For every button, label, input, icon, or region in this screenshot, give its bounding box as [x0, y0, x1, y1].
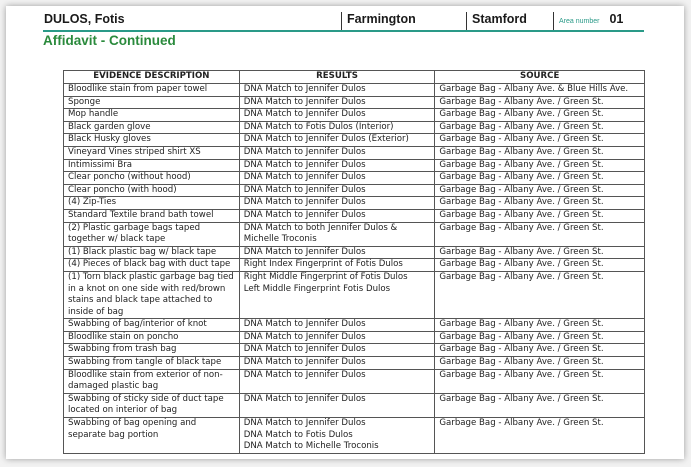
evidence-description: (1) Torn black plastic garbage bag tied in a knot on one side with red/brown stains and black tape attached to inside of bag	[64, 271, 240, 318]
evidence-results	[239, 134, 435, 147]
evidence-source: Garbage Bag - Albany Ave. / Green St.	[435, 96, 645, 109]
evidence-results	[239, 357, 435, 370]
evidence-results	[239, 418, 435, 454]
evidence-source: Garbage Bag - Albany Ave. / Green St.	[435, 246, 645, 259]
result-line: DNA Match to Jennifer Dulos	[243, 159, 366, 170]
result-line: DNA Match to both Jennifer Dulos &	[243, 222, 398, 233]
column-header-description: EVIDENCE DESCRIPTION	[64, 71, 240, 84]
evidence-results	[239, 393, 435, 417]
evidence-source: Garbage Bag - Albany Ave. / Green St.	[435, 369, 645, 393]
result-line: DNA Match to Jennifer Dulos	[243, 172, 366, 183]
evidence-results	[239, 146, 435, 159]
evidence-description: Mop handle	[64, 109, 240, 122]
evidence-source: Garbage Bag - Albany Ave. / Green St.	[435, 184, 645, 197]
evidence-source: Garbage Bag - Albany Ave. / Green St.	[435, 109, 645, 122]
evidence-source: Garbage Bag - Albany Ave. / Green St.	[435, 271, 645, 318]
evidence-description: Intimissimi Bra	[64, 159, 240, 172]
table-row	[64, 172, 645, 185]
evidence-source: Garbage Bag - Albany Ave. / Green St.	[435, 393, 645, 417]
evidence-results	[239, 109, 435, 122]
evidence-results	[239, 84, 435, 97]
result-line: DNA Match to Jennifer Dulos	[243, 209, 366, 220]
table-row	[64, 96, 645, 109]
column-header-results: RESULTS	[239, 71, 435, 84]
evidence-description: Bloodlike stain on poncho	[64, 331, 240, 344]
result-line: DNA Match to Jennifer Dulos	[243, 369, 366, 380]
evidence-results	[239, 159, 435, 172]
evidence-description: Vineyard Vines striped shirt XS	[64, 146, 240, 159]
evidence-results	[239, 246, 435, 259]
table-row	[64, 109, 645, 122]
evidence-source: Garbage Bag - Albany Ave. / Green St.	[435, 344, 645, 357]
evidence-results	[239, 271, 435, 318]
result-line: DNA Match to Jennifer Dulos	[243, 96, 366, 107]
result-line: DNA Match to Jennifer Dulos	[243, 393, 366, 404]
evidence-source: Garbage Bag - Albany Ave. / Green St.	[435, 209, 645, 222]
result-line: DNA Match to Jennifer Dulos	[243, 184, 366, 195]
evidence-results	[239, 222, 435, 246]
table-row	[64, 121, 645, 134]
evidence-description: Swabbing of sticky side of duct tape located on interior of bag	[64, 393, 240, 417]
result-line: DNA Match to Jennifer Dulos	[243, 418, 366, 429]
evidence-source: Garbage Bag - Albany Ave. / Green St.	[435, 134, 645, 147]
result-line: Right Index Fingerprint of Fotis Dulos	[243, 259, 403, 270]
evidence-results	[239, 259, 435, 272]
table-row	[64, 184, 645, 197]
table-row	[64, 271, 645, 318]
table-row	[64, 146, 645, 159]
evidence-source: Garbage Bag - Albany Ave. & Blue Hills Ave.	[435, 84, 645, 97]
table-row	[64, 222, 645, 246]
evidence-description: Swabbing of bag/interior of knot	[64, 319, 240, 332]
table-row	[64, 134, 645, 147]
table-row	[64, 159, 645, 172]
evidence-description: Sponge	[64, 96, 240, 109]
evidence-description: Swabbing of bag opening and separate bag portion	[64, 418, 240, 454]
result-line: DNA Match to Fotis Dulos (Interior)	[243, 121, 394, 132]
result-line: DNA Match to Jennifer Dulos	[243, 146, 366, 157]
table-row	[64, 418, 645, 454]
document-page	[6, 6, 684, 459]
evidence-source: Garbage Bag - Albany Ave. / Green St.	[435, 259, 645, 272]
evidence-description: Black garden glove	[64, 121, 240, 134]
result-line: Right Middle Fingerprint of Fotis Dulos	[243, 271, 408, 282]
case-header	[43, 12, 644, 32]
evidence-results	[239, 121, 435, 134]
evidence-description: Swabbing from trash bag	[64, 344, 240, 357]
evidence-results	[239, 197, 435, 210]
evidence-description: Clear poncho (with hood)	[64, 184, 240, 197]
area-number-label: Area number	[559, 18, 600, 25]
evidence-description: Standard Textile brand bath towel	[64, 209, 240, 222]
table-row	[64, 393, 645, 417]
result-line: DNA Match to Jennifer Dulos	[243, 197, 366, 208]
evidence-source: Garbage Bag - Albany Ave. / Green St.	[435, 357, 645, 370]
evidence-source: Garbage Bag - Albany Ave. / Green St.	[435, 331, 645, 344]
evidence-source: Garbage Bag - Albany Ave. / Green St.	[435, 172, 645, 185]
evidence-results	[239, 96, 435, 109]
table-row	[64, 209, 645, 222]
evidence-results	[239, 184, 435, 197]
table-header-row	[64, 71, 645, 84]
result-line: DNA Match to Jennifer Dulos	[243, 319, 366, 330]
evidence-description: Bloodlike stain from exterior of non-damaged plastic bag	[64, 369, 240, 393]
town-field-1: Farmington	[341, 12, 467, 30]
result-line: DNA Match to Jennifer Dulos	[243, 331, 366, 342]
evidence-description: (2) Plastic garbage bags taped together w/ black tape	[64, 222, 240, 246]
column-header-source: SOURCE	[435, 71, 645, 84]
evidence-source: Garbage Bag - Albany Ave. / Green St.	[435, 222, 645, 246]
evidence-results	[239, 209, 435, 222]
result-line: DNA Match to Jennifer Dulos (Exterior)	[243, 134, 409, 145]
result-line: DNA Match to Michelle Troconis	[243, 441, 379, 452]
table-row	[64, 369, 645, 393]
evidence-source: Garbage Bag - Albany Ave. / Green St.	[435, 146, 645, 159]
area-number-field	[553, 12, 644, 30]
town-field-2: Stamford	[466, 12, 557, 30]
evidence-source: Garbage Bag - Albany Ave. / Green St.	[435, 418, 645, 454]
table-row	[64, 319, 645, 332]
result-line: DNA Match to Jennifer Dulos	[243, 109, 366, 120]
table-row	[64, 197, 645, 210]
table-row	[64, 246, 645, 259]
page-title: Affidavit - Continued	[43, 33, 176, 48]
table-row	[64, 344, 645, 357]
evidence-description: Black Husky gloves	[64, 134, 240, 147]
result-line: DNA Match to Jennifer Dulos	[243, 246, 366, 257]
evidence-source: Garbage Bag - Albany Ave. / Green St.	[435, 319, 645, 332]
evidence-source: Garbage Bag - Albany Ave. / Green St.	[435, 159, 645, 172]
evidence-description: Clear poncho (without hood)	[64, 172, 240, 185]
evidence-table	[63, 70, 645, 454]
evidence-results	[239, 344, 435, 357]
table-row	[64, 259, 645, 272]
evidence-description: Swabbing from tangle of black tape	[64, 357, 240, 370]
evidence-results	[239, 172, 435, 185]
area-number-value: 01	[609, 12, 624, 26]
defendant-name: DULOS, Fotis	[44, 12, 125, 26]
table-row	[64, 84, 645, 97]
evidence-source: Garbage Bag - Albany Ave. / Green St.	[435, 197, 645, 210]
evidence-description: (4) Pieces of black bag with duct tape	[64, 259, 240, 272]
table-row	[64, 331, 645, 344]
result-line: DNA Match to Jennifer Dulos	[243, 84, 366, 94]
result-line: DNA Match to Fotis Dulos	[243, 429, 353, 440]
evidence-description: (4) Zip-Ties	[64, 197, 240, 210]
result-line: Left Middle Fingerprint Fotis Dulos	[243, 283, 391, 294]
evidence-description: Bloodlike stain from paper towel	[64, 84, 240, 97]
evidence-source: Garbage Bag - Albany Ave. / Green St.	[435, 121, 645, 134]
evidence-results	[239, 331, 435, 344]
evidence-description: (1) Black plastic bag w/ black tape	[64, 246, 240, 259]
result-line: Michelle Troconis	[243, 234, 317, 245]
result-line: DNA Match to Jennifer Dulos	[243, 357, 366, 368]
result-line: DNA Match to Jennifer Dulos	[243, 344, 366, 355]
evidence-results	[239, 319, 435, 332]
evidence-results	[239, 369, 435, 393]
table-row	[64, 357, 645, 370]
